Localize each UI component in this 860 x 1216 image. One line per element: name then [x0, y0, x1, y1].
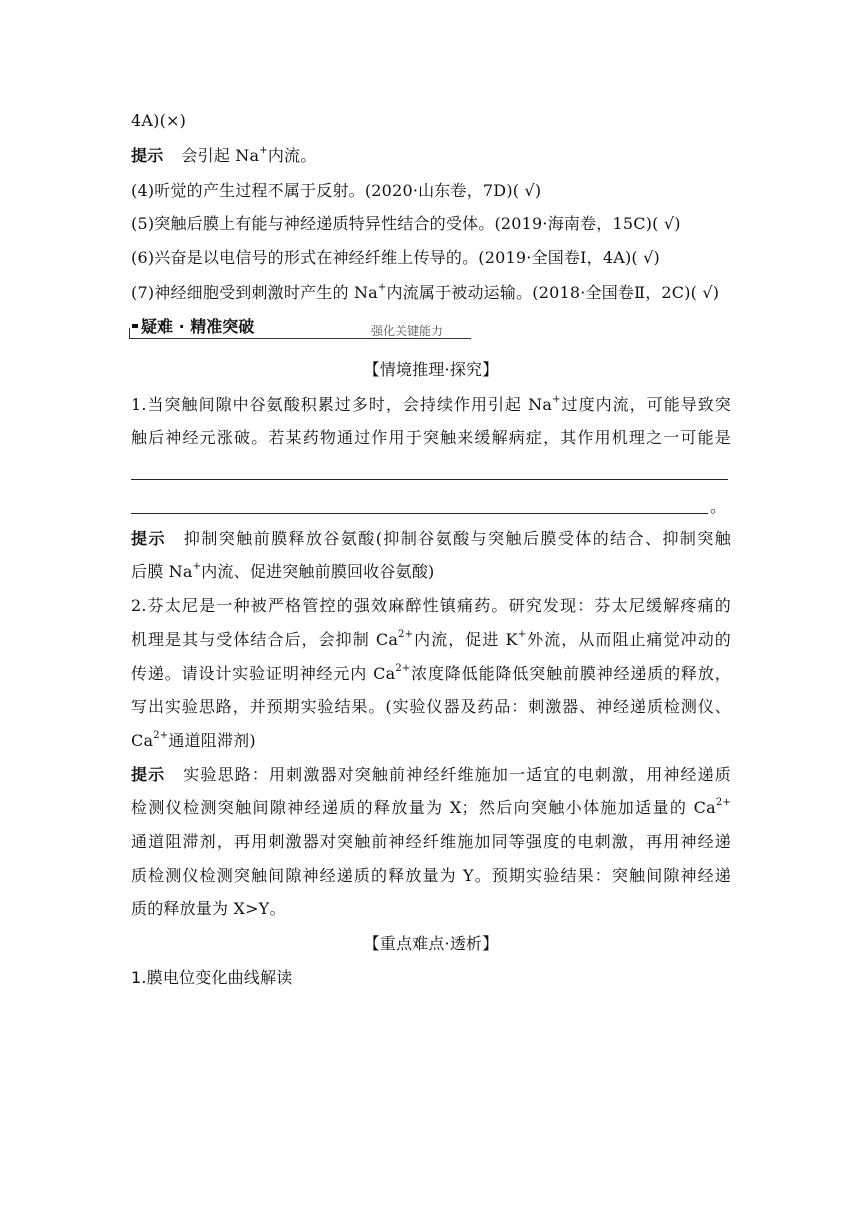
tip-label: 提示 — [131, 146, 164, 165]
statement-5: (5)突触后膜上有能与神经递质特异性结合的受体。(2019·海南卷，15C)( √) — [131, 214, 681, 233]
statement-text: 内流属于被动运输。(2018·全国卷Ⅱ，2C)( √) — [386, 283, 720, 302]
question-2-line — [131, 630, 731, 650]
superscript: + — [259, 144, 268, 156]
superscript: 2+ — [153, 729, 169, 741]
tip-line: 质检测仪检测突触间隙神经递质的释放量为 Y。预期实验结果：突触间隙神经递 — [131, 866, 731, 885]
superscript: + — [192, 560, 202, 572]
bullet-icon — [132, 324, 138, 328]
statement-text: (7)神经细胞受到刺激时产生的 Na — [131, 283, 378, 302]
question-text: 外流，从而阻止痛觉冲动的 — [526, 630, 731, 649]
text-line: 4A)(×) — [131, 111, 187, 130]
tip-label: 提示 — [131, 529, 166, 548]
item-heading: 1.膜电位变化曲线解读 — [131, 968, 293, 987]
superscript: 2+ — [715, 796, 731, 808]
question-1-line: 触后神经元涨破。若某药物通过作用于突触来缓解病症，其作用机理之一可能是 — [131, 428, 731, 447]
superscript: + — [377, 281, 387, 293]
question-text: 1.当突触间隙中谷氨酸积累过多时，会持续作用引起 Na — [131, 395, 553, 414]
question-2-line: 2.芬太尼是一种被严格管控的强效麻醉性镇痛药。研究发现：芬太尼缓解疼痛的 — [131, 596, 731, 615]
superscript: + — [552, 393, 561, 405]
tip-line: 通道阻滞剂，再用刺激器对突触前神经纤维施加同等强度的电刺激，再用神经递 — [131, 832, 731, 851]
section-header — [129, 318, 471, 340]
answer-blank[interactable] — [131, 479, 728, 480]
divider — [129, 328, 130, 338]
superscript: 2+ — [395, 662, 411, 674]
question-text: 内流，促进 K — [413, 630, 518, 649]
answer-blank[interactable] — [131, 513, 708, 514]
superscript: 2+ — [398, 628, 414, 640]
tip-text: 内流、促进突触前膜回收谷氨酸) — [201, 562, 435, 581]
question-text: 过度内流，可能导致突 — [560, 395, 731, 414]
question-text: 传递。请设计实验证明神经元内 Ca — [131, 664, 396, 683]
question-text: 浓度降低能降低突触前膜神经递质的释放， — [410, 664, 731, 683]
tip-label: 提示 — [131, 765, 166, 784]
tip-text: 检测仪检测突触间隙神经递质的释放量为 X；然后向突触小体施加适量的 Ca — [131, 798, 716, 817]
question-1-line — [131, 395, 731, 415]
divider — [129, 338, 471, 339]
tip-line — [131, 798, 731, 818]
tip-text: 后膜 Na — [131, 562, 193, 581]
section-title: 疑难 · 精准突破 — [141, 317, 255, 336]
tip-text: 会引起 Na — [181, 146, 260, 165]
tip-line — [131, 562, 731, 582]
tip-line — [131, 765, 731, 785]
tip-line — [131, 146, 731, 166]
statement-4: (4)听觉的产生过程不属于反射。(2020·山东卷，7D)( √) — [131, 181, 542, 200]
statement-6: (6)兴奋是以电信号的形式在神经纤维上传导的。(2019·全国卷Ⅰ，4A)( √) — [131, 248, 660, 267]
question-2-line — [131, 731, 731, 751]
subheading-analysis: 【重点难点·透析】 — [363, 934, 499, 953]
question-text: 通道阻滞剂) — [168, 731, 256, 750]
end-mark: 。 — [710, 497, 727, 516]
question-text: 机理是其与受体结合后，会抑制 Ca — [131, 630, 399, 649]
superscript: + — [517, 628, 527, 640]
tip-text: 内流。 — [267, 146, 317, 165]
question-2-line: 写出实验思路，并预期实验结果。(实验仪器及药品：刺激器、神经递质检测仪、 — [131, 697, 731, 716]
question-text: Ca — [131, 731, 154, 750]
section-subtitle: 强化关键能力 — [371, 324, 444, 338]
subheading-explore: 【情境推理·探究】 — [363, 360, 499, 379]
question-2-line — [131, 664, 731, 684]
tip-line — [131, 529, 731, 549]
tip-text: 抑制突触前膜释放谷氨酸(抑制谷氨酸与突触后膜受体的结合、抑制突触 — [183, 529, 731, 548]
statement-7 — [131, 283, 731, 303]
tip-text: 实验思路：用刺激器对突触前神经纤维施加一适宜的电刺激，用神经递质 — [183, 765, 731, 784]
tip-line: 质的释放量为 X>Y。 — [131, 899, 286, 918]
